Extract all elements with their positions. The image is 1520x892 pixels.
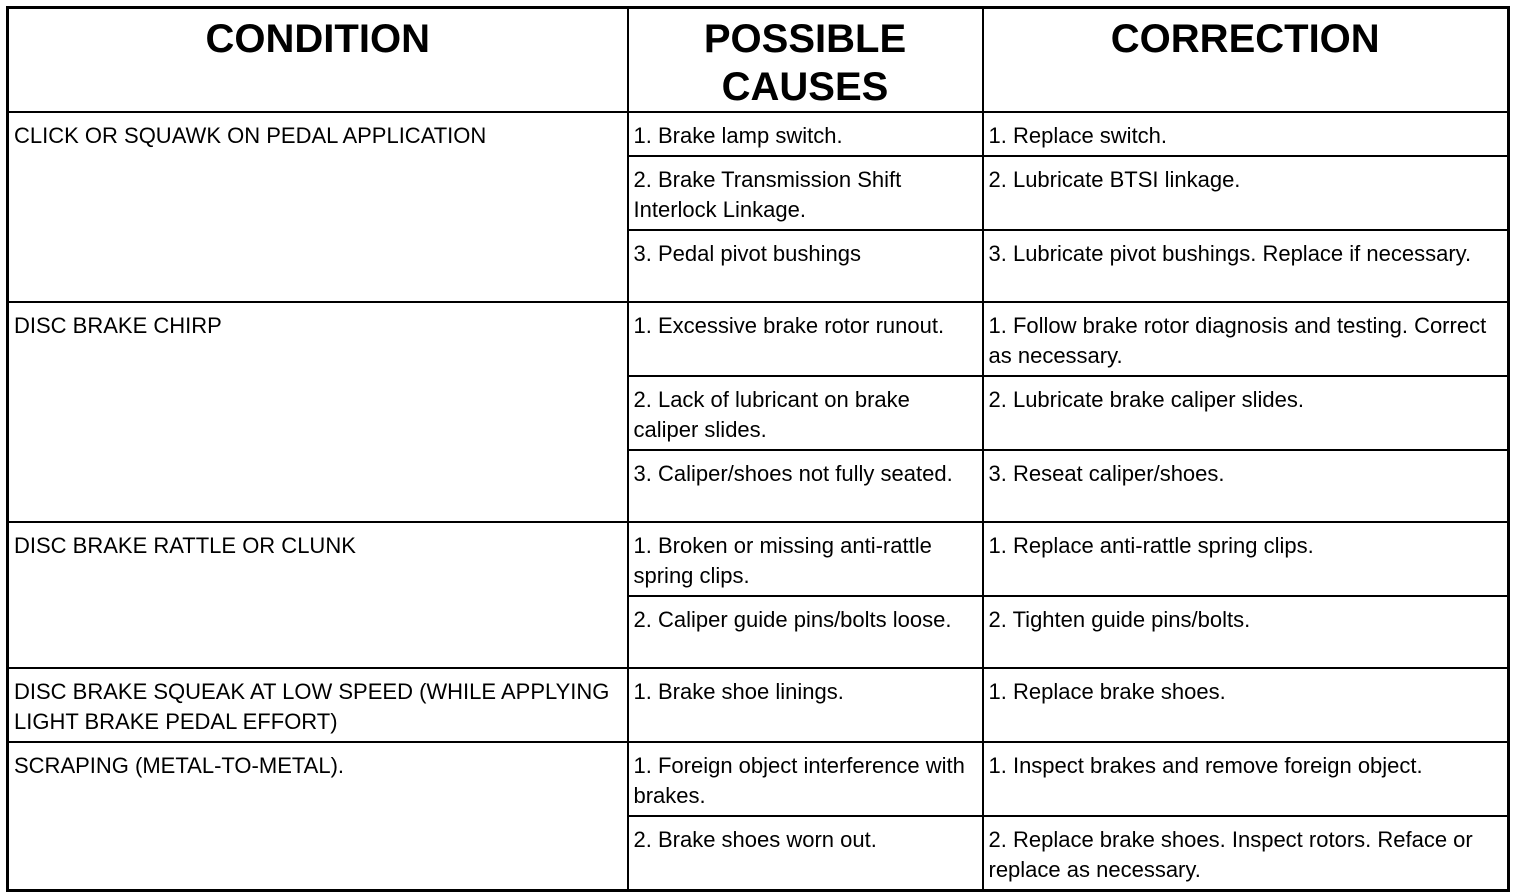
cause-cell: 2. Brake shoes worn out. xyxy=(628,816,983,891)
header-condition: CONDITION xyxy=(8,8,628,113)
cause-cell: 1. Brake shoe linings. xyxy=(628,668,983,742)
table-row xyxy=(8,302,1509,376)
condition-cell: DISC BRAKE CHIRP xyxy=(8,302,628,522)
correction-cell: 2. Lubricate BTSI linkage. xyxy=(983,156,1509,230)
cause-cell: 1. Foreign object interference with brakes. xyxy=(628,742,983,816)
condition-cell: DISC BRAKE SQUEAK AT LOW SPEED (WHILE APPLYING LIGHT BRAKE PEDAL EFFORT) xyxy=(8,668,628,742)
condition-cell: CLICK OR SQUAWK ON PEDAL APPLICATION xyxy=(8,112,628,302)
correction-cell: 2. Replace brake shoes. Inspect rotors. Reface or replace as necessary. xyxy=(983,816,1509,891)
cause-cell: 2. Caliper guide pins/bolts loose. xyxy=(628,596,983,668)
correction-cell: 1. Replace brake shoes. xyxy=(983,668,1509,742)
header-row xyxy=(8,8,1509,113)
header-causes-line2: CAUSES xyxy=(721,65,889,109)
correction-cell: 3. Reseat caliper/shoes. xyxy=(983,450,1509,522)
correction-cell: 2. Tighten guide pins/bolts. xyxy=(983,596,1509,668)
cause-cell: 3. Caliper/shoes not fully seated. xyxy=(628,450,983,522)
header-possible-causes xyxy=(628,8,983,113)
table-row xyxy=(8,522,1509,596)
correction-cell: 3. Lubricate pivot bushings. Replace if necessary. xyxy=(983,230,1509,302)
cause-cell: 1. Broken or missing anti-rattle spring clips. xyxy=(628,522,983,596)
correction-cell: 1. Follow brake rotor diagnosis and testing. Correct as necessary. xyxy=(983,302,1509,376)
correction-cell: 1. Inspect brakes and remove foreign object. xyxy=(983,742,1509,816)
condition-cell: SCRAPING (METAL-TO-METAL). xyxy=(8,742,628,891)
correction-cell: 2. Lubricate brake caliper slides. xyxy=(983,376,1509,450)
correction-cell: 1. Replace anti-rattle spring clips. xyxy=(983,522,1509,596)
table-row xyxy=(8,742,1509,816)
condition-cell: DISC BRAKE RATTLE OR CLUNK xyxy=(8,522,628,668)
cause-cell: 1. Brake lamp switch. xyxy=(628,112,983,156)
cause-cell: 1. Excessive brake rotor runout. xyxy=(628,302,983,376)
correction-cell: 1. Replace switch. xyxy=(983,112,1509,156)
header-correction: CORRECTION xyxy=(983,8,1509,113)
cause-cell: 3. Pedal pivot bushings xyxy=(628,230,983,302)
diagnosis-table xyxy=(6,6,1510,892)
cause-cell: 2. Brake Transmission Shift Interlock Linkage. xyxy=(628,156,983,230)
table-row xyxy=(8,668,1509,742)
cause-cell: 2. Lack of lubricant on brake caliper slides. xyxy=(628,376,983,450)
table-row xyxy=(8,112,1509,156)
header-causes-line1: POSSIBLE xyxy=(703,17,907,61)
